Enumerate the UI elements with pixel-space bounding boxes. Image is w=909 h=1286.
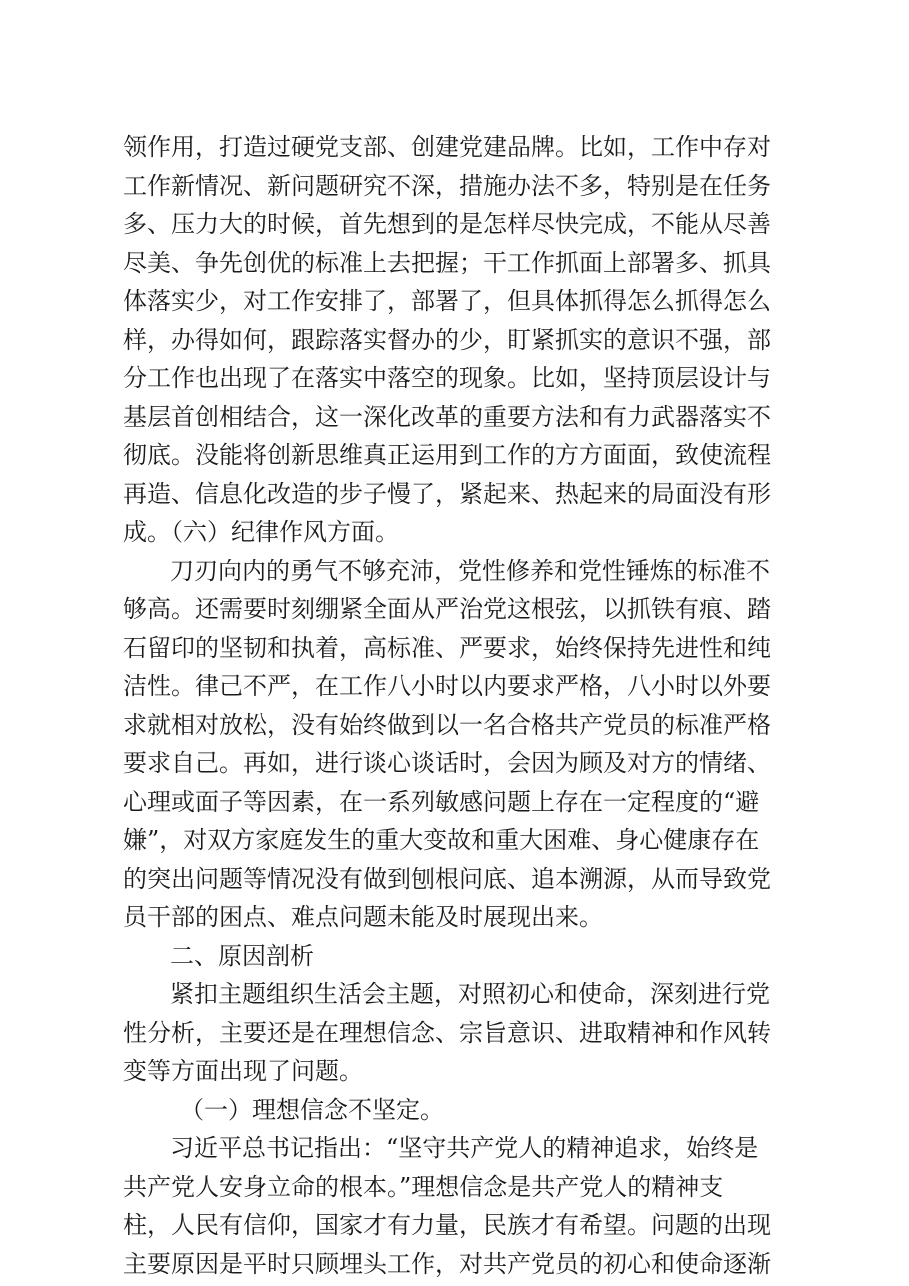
text-line: 分工作也出现了在落实中落空的现象。比如，坚持顶层设计与 <box>123 364 771 392</box>
paragraph-first-line: 习近平总书记指出：“坚守共产党人的精神追求，始终是 <box>170 1134 759 1162</box>
text-line: 多、压力大的时候，首先想到的是怎样尽快完成，不能从尽善 <box>123 210 771 238</box>
text-line: 主要原因是平时只顾埋头工作，对共产党员的初心和使命逐渐 <box>123 1249 771 1278</box>
text-line: 心理或面子等因素，在一系列敏感问题上存在一定程度的“避 <box>123 787 760 816</box>
text-line: 要求自己。再如，进行谈心谈话时，会因为顾及对方的情绪、 <box>123 749 771 777</box>
text-line: 样，办得如何，跟踪落实督办的少，盯紧抓实的意识不强，部 <box>123 325 771 354</box>
text-line: 共产党人安身立命的根本。”理想信念是共产党人的精神支 <box>123 1172 724 1201</box>
text-line: 性分析，主要还是在理想信念、宗旨意识、进取精神和作风转 <box>123 1018 771 1047</box>
text-line: 彻底。没能将创新思维真正运用到工作的方方面面，致使流程 <box>123 441 771 469</box>
text-line: 变等方面出现了问题。 <box>123 1057 363 1085</box>
text-line: 的突出问题等情况没有做到刨根问底、追本溯源，从而导致党 <box>123 864 771 893</box>
text-line: 基层首创相结合，这一深化改革的重要方法和有力武器落实不 <box>123 402 771 431</box>
paragraph-first-line: 紧扣主题组织生活会主题，对照初心和使命，深刻进行党 <box>170 980 770 1008</box>
text-line: 石留印的坚韧和执着，高标准、严要求，始终保持先进性和纯 <box>123 633 771 662</box>
paragraph-first-line: 刀刃向内的勇气不够充沛，党性修养和党性锤炼的标准不 <box>170 556 770 585</box>
text-line: 够高。还需要时刻绷紧全面从严治党这根弦，以抓铁有痕、踏 <box>123 595 771 623</box>
subsection-heading: （一）理想信念不坚定。 <box>180 1095 444 1124</box>
text-line: 员干部的困点、难点问题未能及时展现出来。 <box>123 903 603 931</box>
text-line: 尽美、争先创优的标准上去把握；干工作抓面上部署多、抓具 <box>123 248 771 277</box>
text-line: 再造、信息化改造的步子慢了，紧起来、热起来的局面没有形 <box>123 479 771 508</box>
text-line: 领作用，打造过硬党支部、创建党建品牌。比如，工作中存对 <box>123 133 771 161</box>
text-line: 工作新情况、新问题研究不深，措施办法不多，特别是在任务 <box>123 171 771 200</box>
text-line: 柱，人民有信仰，国家才有力量，民族才有希望。问题的出现 <box>123 1211 771 1239</box>
section-heading: 二、原因剖析 <box>170 941 314 970</box>
text-line: 求就相对放松，没有始终做到以一名合格共产党员的标准严格 <box>123 710 771 739</box>
text-line: 嫌”，对双方家庭发生的重大变故和重大困难、身心健康存在 <box>123 826 760 854</box>
text-line: 成。（六）纪律作风方面。 <box>123 518 399 546</box>
text-line: 体落实少，对工作安排了，部署了，但具体抓得怎么抓得怎么 <box>123 287 771 315</box>
text-line: 洁性。律己不严，在工作八小时以内要求严格，八小时以外要 <box>123 672 771 700</box>
